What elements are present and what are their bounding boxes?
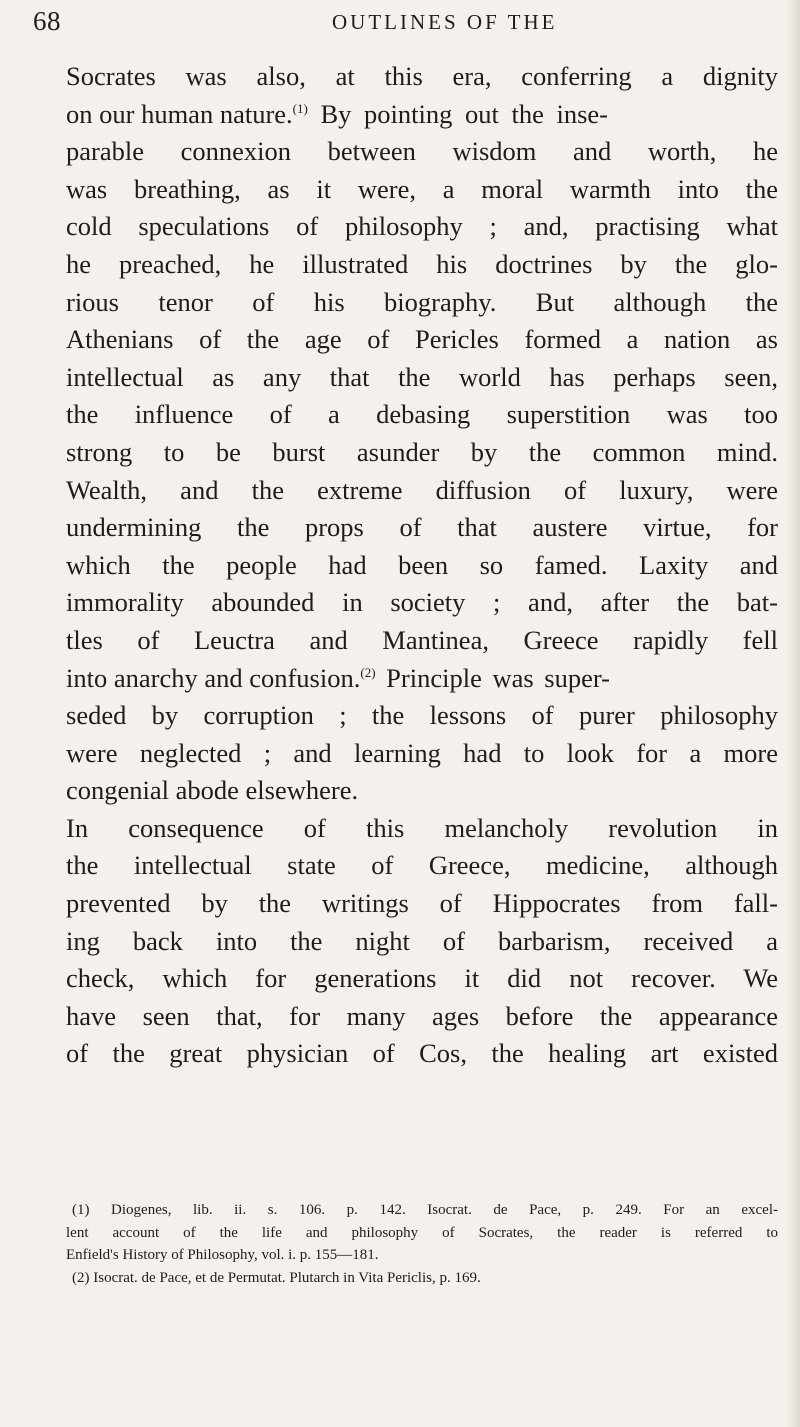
text-line: prevented by the writings of Hippocrates from fall- <box>66 888 778 919</box>
text-line: Wealth, and the extreme diffusion of luxury, were <box>66 474 778 505</box>
text-line: rious tenor of his biography. But although the <box>66 286 778 317</box>
text-line: have seen that, for many ages before the appearance <box>66 1000 778 1031</box>
text-line: which the people had been so famed. Laxity and <box>66 549 778 580</box>
text-span: on our human nature. <box>66 98 293 129</box>
footnote-2: (2) Isocrat. de Pace, et de Permutat. Plutarch in Vita Periclis, p. 169. <box>72 1269 481 1286</box>
text-line: Socrates was also, at this era, conferring a dignity <box>66 61 778 91</box>
text-line: the influence of a debasing superstition was too <box>66 399 778 430</box>
text-span: By pointing out the inse- <box>307 98 608 129</box>
footnote-marker: (1) <box>292 100 308 116</box>
body-text <box>66 58 778 1073</box>
footnote-1-continued: Enfield's History of Philosophy, vol. i. p. 155—181. <box>66 1247 379 1263</box>
text-line: intellectual as any that the world has perhaps seen, <box>66 361 778 392</box>
running-title: OUTLINES OF THE <box>332 10 558 34</box>
page-edge-shadow <box>786 0 800 1427</box>
page-number: 68 <box>33 6 61 36</box>
text-span: Principle was super- <box>375 662 611 693</box>
text-line: were neglected ; and learning had to look for a more <box>66 737 778 768</box>
text-line: check, which for generations it did not recover. We <box>66 963 778 994</box>
text-line: parable connexion between wisdom and worth, he <box>66 136 778 167</box>
text-line: was breathing, as it were, a moral warmth into the <box>66 173 778 204</box>
text-line: the intellectual state of Greece, medicine, although <box>66 850 778 881</box>
text-line: immorality abounded in society ; and, after the bat- <box>66 587 778 618</box>
text-line: strong to be burst asunder by the common mind. <box>66 436 778 467</box>
text-span: into anarchy and confusion. <box>66 662 361 693</box>
text-line: In consequence of this melancholy revolution in <box>66 812 778 843</box>
text-line: of the great physician of Cos, the healing art existed <box>66 1038 778 1069</box>
text-line: congenial abode elsewhere. <box>66 775 359 806</box>
footnote-1-continued: lent account of the life and philosophy of Socrates, the reader is referred to <box>66 1224 778 1241</box>
text-line: ing back into the night of barbarism, received a <box>66 925 778 956</box>
text-line <box>66 96 778 134</box>
text-line <box>66 660 778 698</box>
text-line: tles of Leuctra and Mantinea, Greece rapidly fell <box>66 624 778 655</box>
footnotes <box>66 1199 778 1289</box>
footnote-marker: (2) <box>360 664 376 680</box>
text-line: cold speculations of philosophy ; and, practising what <box>66 211 778 242</box>
text-line: seded by corruption ; the lessons of purer philosophy <box>66 700 778 731</box>
footnote-1: (1) Diogenes, lib. ii. s. 106. p. 142. Isocrat. de Pace, p. 249. For an excel- <box>72 1202 778 1218</box>
text-line: he preached, he illustrated his doctrines by the glo- <box>66 248 778 279</box>
text-line: Athenians of the age of Pericles formed a nation as <box>66 324 778 355</box>
text-line: undermining the props of that austere virtue, for <box>66 512 778 543</box>
